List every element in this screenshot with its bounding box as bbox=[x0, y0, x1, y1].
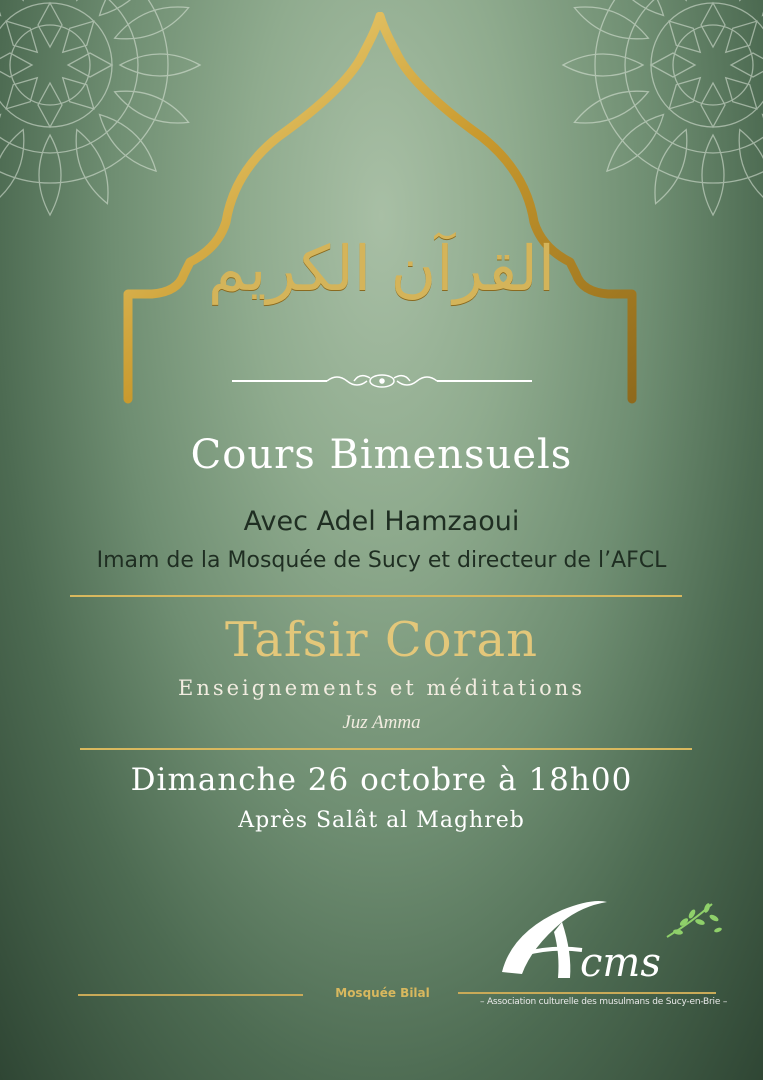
timing-note: Après Salât al Maghreb bbox=[238, 808, 525, 833]
teacher-name: Avec Adel Hamzaoui bbox=[243, 506, 520, 537]
ornamental-divider bbox=[232, 370, 532, 392]
gold-divider-bottom bbox=[80, 748, 692, 750]
arabic-calligraphy-title: القرآن الكريم bbox=[207, 232, 556, 305]
footer-line-left bbox=[78, 994, 303, 996]
leaf-branch-icon bbox=[667, 902, 722, 937]
golden-dome-arch bbox=[118, 12, 648, 404]
gold-divider-top bbox=[70, 595, 682, 597]
footer-line-right bbox=[458, 992, 716, 994]
event-date-time: Dimanche 26 octobre à 18h00 bbox=[130, 762, 633, 798]
venue-label: Mosquée Bilal bbox=[335, 986, 430, 1000]
acms-logo-letters: cms bbox=[580, 940, 661, 986]
headline: Cours Bimensuels bbox=[190, 432, 573, 478]
acms-logo bbox=[492, 892, 727, 992]
course-subtitle: Enseignements et méditations bbox=[177, 676, 586, 700]
course-part: Juz Amma bbox=[342, 712, 421, 733]
course-title: Tafsir Coran bbox=[225, 612, 538, 668]
acms-tagline: – Association culturelle des musulmans de Sucy-en-Brie – bbox=[480, 997, 728, 1007]
teacher-role: Imam de la Mosquée de Sucy et directeur de l’AFCL bbox=[96, 548, 667, 573]
